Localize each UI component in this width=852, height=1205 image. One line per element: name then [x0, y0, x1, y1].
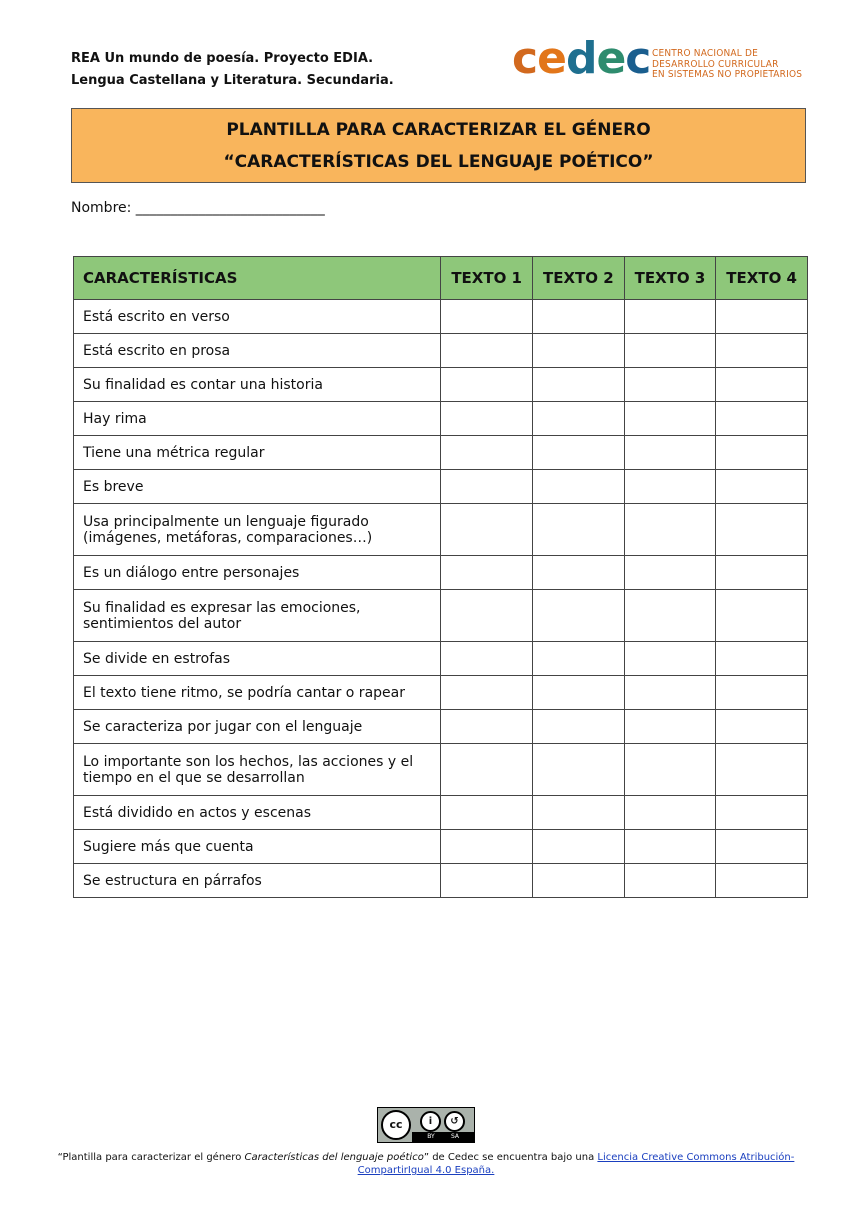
cell-texto-1[interactable] [441, 470, 533, 504]
cell-texto-2[interactable] [532, 402, 624, 436]
table-row [74, 300, 808, 334]
cell-texto-3[interactable] [624, 402, 716, 436]
table-row [74, 796, 808, 830]
row-label: Lo importante son los hechos, las acciones y el tiempo en el que se desarrollan [74, 744, 441, 796]
cell-texto-1[interactable] [441, 368, 533, 402]
cc-sa-label: SA [450, 1133, 460, 1140]
cell-texto-3[interactable] [624, 676, 716, 710]
cell-texto-4[interactable] [716, 436, 808, 470]
characteristics-table [73, 256, 808, 898]
cell-texto-2[interactable] [532, 436, 624, 470]
cell-texto-1[interactable] [441, 590, 533, 642]
nombre-field[interactable]: Nombre: ___________________________ [71, 200, 325, 216]
logo-sub-3: EN SISTEMAS NO PROPIETARIOS [652, 69, 803, 80]
license-link[interactable]: Licencia Creative Commons Atribución-CompartirIgual 4.0 España. [357, 1152, 795, 1176]
header-texto-4: TEXTO 4 [716, 257, 808, 300]
cell-texto-4[interactable] [716, 642, 808, 676]
table-row [74, 590, 808, 642]
cc-by-label: BY [427, 1133, 435, 1140]
cell-texto-1[interactable] [441, 796, 533, 830]
cell-texto-3[interactable] [624, 470, 716, 504]
cell-texto-1[interactable] [441, 744, 533, 796]
table-row [74, 436, 808, 470]
cell-texto-2[interactable] [532, 368, 624, 402]
cedec-logo-subtitle [652, 49, 802, 81]
license-text-a: “Plantilla para caracterizar el género [57, 1152, 245, 1163]
header-line-1: REA Un mundo de poesía. Proyecto EDIA. [71, 51, 374, 66]
row-label: Su finalidad es contar una historia [74, 368, 441, 402]
table-row [74, 470, 808, 504]
table-row [74, 368, 808, 402]
cell-texto-1[interactable] [441, 830, 533, 864]
row-label: Su finalidad es expresar las emociones, sentimientos del autor [74, 590, 441, 642]
cell-texto-2[interactable] [532, 590, 624, 642]
row-label: Está dividido en actos y escenas [74, 796, 441, 830]
license-text [0, 1151, 852, 1177]
cell-texto-1[interactable] [441, 300, 533, 334]
cell-texto-3[interactable] [624, 744, 716, 796]
cell-texto-3[interactable] [624, 436, 716, 470]
row-label: Hay rima [74, 402, 441, 436]
cell-texto-4[interactable] [716, 368, 808, 402]
cell-texto-4[interactable] [716, 590, 808, 642]
table-row [74, 642, 808, 676]
row-label: Se caracteriza por jugar con el lenguaje [74, 710, 441, 744]
cell-texto-4[interactable] [716, 556, 808, 590]
cell-texto-2[interactable] [532, 642, 624, 676]
table-row [74, 744, 808, 796]
table-row [74, 504, 808, 556]
cell-texto-2[interactable] [532, 334, 624, 368]
cell-texto-4[interactable] [716, 864, 808, 898]
logo-letter-c: c [512, 33, 538, 84]
row-label: Sugiere más que cuenta [74, 830, 441, 864]
share-alike-icon: ↺ [444, 1111, 465, 1132]
cell-texto-3[interactable] [624, 642, 716, 676]
cell-texto-3[interactable] [624, 300, 716, 334]
cell-texto-3[interactable] [624, 796, 716, 830]
banner-title-line-2: “CARACTERÍSTICAS DEL LENGUAJE POÉTICO” [223, 151, 654, 172]
table-row [74, 864, 808, 898]
table-row [74, 830, 808, 864]
cell-texto-1[interactable] [441, 436, 533, 470]
license-text-italic: Características del lenguaje poético [244, 1152, 424, 1163]
cell-texto-3[interactable] [624, 504, 716, 556]
cell-texto-4[interactable] [716, 300, 808, 334]
header-caracteristicas: CARACTERÍSTICAS [74, 257, 441, 300]
cell-texto-2[interactable] [532, 710, 624, 744]
cell-texto-2[interactable] [532, 864, 624, 898]
cell-texto-1[interactable] [441, 676, 533, 710]
cell-texto-4[interactable] [716, 710, 808, 744]
cell-texto-3[interactable] [624, 864, 716, 898]
cell-texto-3[interactable] [624, 710, 716, 744]
cell-texto-4[interactable] [716, 744, 808, 796]
banner-title-line-1: PLANTILLA PARA CARACTERIZAR EL GÉNERO [226, 119, 651, 140]
logo-letter-e: e [537, 33, 566, 84]
cell-texto-4[interactable] [716, 830, 808, 864]
table-row [74, 710, 808, 744]
header-texto-1: TEXTO 1 [441, 257, 533, 300]
document-header [71, 48, 394, 92]
cell-texto-1[interactable] [441, 334, 533, 368]
cell-texto-3[interactable] [624, 368, 716, 402]
header-texto-3: TEXTO 3 [624, 257, 716, 300]
table-row [74, 402, 808, 436]
cell-texto-2[interactable] [532, 796, 624, 830]
row-label: Está escrito en verso [74, 300, 441, 334]
cell-texto-4[interactable] [716, 334, 808, 368]
logo-letter-c2: c [625, 33, 651, 84]
cell-texto-1[interactable] [441, 864, 533, 898]
cell-texto-4[interactable] [716, 676, 808, 710]
cell-texto-4[interactable] [716, 470, 808, 504]
row-label: Es un diálogo entre personajes [74, 556, 441, 590]
table-row [74, 334, 808, 368]
cell-texto-1[interactable] [441, 556, 533, 590]
cell-texto-3[interactable] [624, 334, 716, 368]
license-footer [0, 1107, 852, 1177]
row-label: Está escrito en prosa [74, 334, 441, 368]
cc-icon: cc [381, 1110, 411, 1140]
row-label: Usa principalmente un lenguaje figurado (imágenes, metáforas, comparaciones…) [74, 504, 441, 556]
cell-texto-3[interactable] [624, 830, 716, 864]
cell-texto-2[interactable] [532, 676, 624, 710]
cell-texto-1[interactable] [441, 642, 533, 676]
row-label: Se estructura en párrafos [74, 864, 441, 898]
logo-sub-1: CENTRO NACIONAL DE [652, 48, 759, 59]
logo-sub-2: DESARROLLO CURRICULAR [652, 58, 779, 70]
table-row [74, 556, 808, 590]
table-row [74, 676, 808, 710]
cc-strip [412, 1132, 474, 1142]
cell-texto-2[interactable] [532, 504, 624, 556]
cell-texto-2[interactable] [532, 470, 624, 504]
cell-texto-3[interactable] [624, 590, 716, 642]
cell-texto-2[interactable] [532, 300, 624, 334]
cell-texto-2[interactable] [532, 744, 624, 796]
header-texto-2: TEXTO 2 [532, 257, 624, 300]
row-label: Es breve [74, 470, 441, 504]
cell-texto-4[interactable] [716, 402, 808, 436]
cc-by-sa-badge[interactable] [377, 1107, 475, 1143]
cell-texto-1[interactable] [441, 710, 533, 744]
cell-texto-1[interactable] [441, 402, 533, 436]
cedec-logo-word [512, 34, 650, 84]
cell-texto-4[interactable] [716, 796, 808, 830]
logo-letter-e2: e [596, 33, 626, 84]
row-label: Tiene una métrica regular [74, 436, 441, 470]
cell-texto-2[interactable] [532, 556, 624, 590]
license-text-b: ” de Cedec se encuentra bajo una [423, 1152, 598, 1163]
by-person-icon: i [420, 1111, 441, 1132]
header-line-2: Lengua Castellana y Literatura. Secundaria. [71, 73, 394, 88]
row-label: El texto tiene ritmo, se podría cantar o rapear [74, 676, 441, 710]
row-label: Se divide en estrofas [74, 642, 441, 676]
logo-letter-d: d [565, 33, 597, 84]
cedec-logo [512, 33, 812, 86]
table-header-row [74, 257, 808, 300]
cell-texto-3[interactable] [624, 556, 716, 590]
title-banner [71, 108, 806, 183]
cell-texto-1[interactable] [441, 504, 533, 556]
cell-texto-4[interactable] [716, 504, 808, 556]
cell-texto-2[interactable] [532, 830, 624, 864]
